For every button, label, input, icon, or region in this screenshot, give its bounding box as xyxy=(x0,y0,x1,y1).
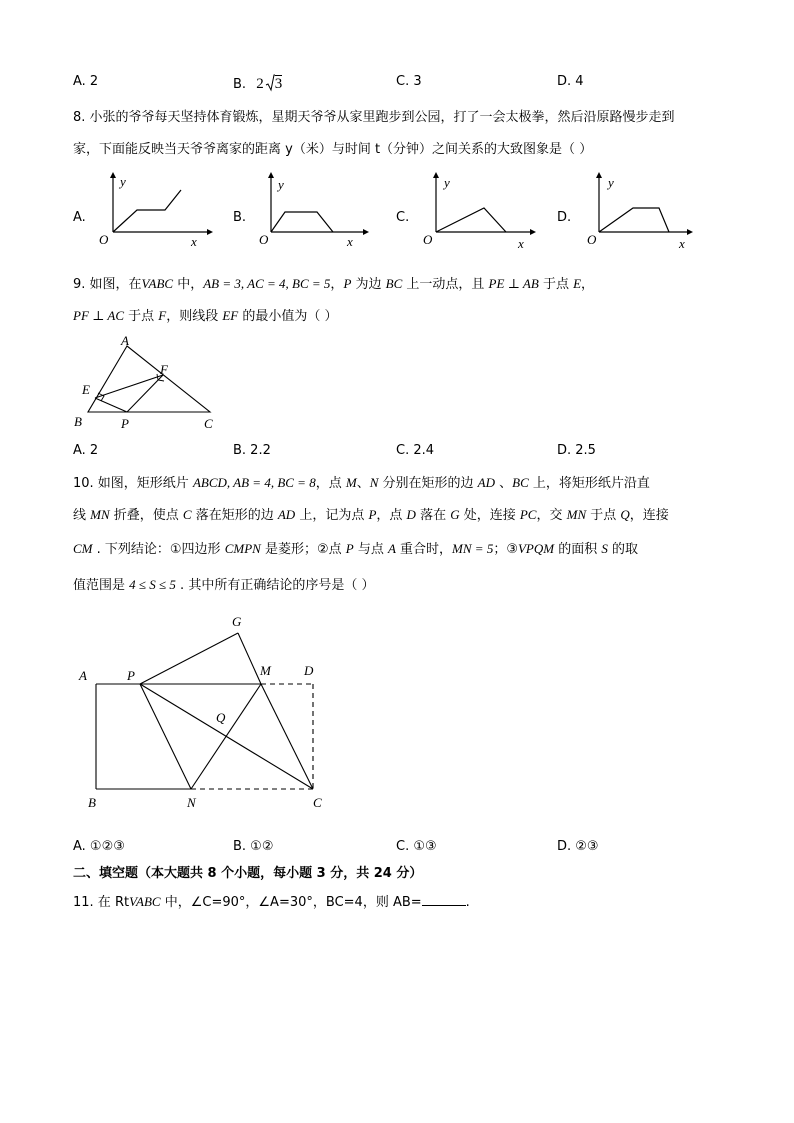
q7-option-a: A. 2 xyxy=(73,74,99,89)
section-2-heading: 二、填空题（本大题共 8 个小题，每小题 3 分，共 24 分） xyxy=(73,866,423,881)
q8-graph-a-x: x xyxy=(191,234,197,249)
q9-figure xyxy=(70,330,230,435)
label-p: P xyxy=(121,416,129,431)
q7-option-b-label: B. xyxy=(233,77,247,92)
triangle-abc xyxy=(88,346,210,412)
label-c: C xyxy=(204,416,213,431)
q10-line-3: CM . 下列结论：①四边形 CMPN 是菱形；②点 P 与点 A 重合时，MN = 5；③VPQM 的面积 S 的取 xyxy=(73,541,638,557)
q8-graph-b-curve xyxy=(271,212,333,232)
segment-gm xyxy=(238,633,261,684)
q10-line-2: 线 MN 折叠，使点 C 落在矩形的边 AD 上，记为点 P，点 D 落在 G 处，连接 PC，交 MN 于点 Q，连接 xyxy=(73,507,669,523)
q8-graph-b xyxy=(255,172,375,252)
q8-graph-c-y: y xyxy=(444,175,450,190)
q8-line-2: 家，下面能反映当天爷爷离家的距离 y（米）与时间 t（分钟）之间关系的大致图象是（ ） xyxy=(73,142,593,157)
label-n: N xyxy=(187,795,196,810)
q8-graph-b-o: O xyxy=(259,232,269,247)
label-c: C xyxy=(313,795,322,810)
segment-pe xyxy=(95,398,127,412)
q8-line-1: 8. 小张的爷爷每天坚持体育锻炼，星期天爷爷从家里跑步到公园，打了一会太极拳，然后沿原路慢步走到 xyxy=(73,110,675,125)
q8-graph-c xyxy=(420,172,540,252)
q7-option-b xyxy=(233,74,282,93)
q9-option-c: C. 2.4 xyxy=(396,443,435,458)
answer-blank[interactable] xyxy=(422,893,466,906)
q8-graph-b-x: x xyxy=(347,234,353,249)
q8-graph-c-curve xyxy=(436,208,506,232)
q9-option-d: D. 2.5 xyxy=(557,443,596,458)
q7-option-c: C. 3 xyxy=(396,74,422,89)
q7-option-b-radicand: 3 xyxy=(274,76,283,92)
label-a: A xyxy=(121,333,129,348)
q8-graph-a-curve xyxy=(113,190,181,232)
q11-text: 11. 在 RtVABC 中，∠C=90°，∠A=30°，BC=4，则 AB= . xyxy=(73,894,470,910)
q9-line-1: 9. 如图，在VABC 中，AB = 3, AC = 4, BC = 5，P 为边 BC 上一动点，且 PE ⊥ AB 于点 E， xyxy=(73,276,595,292)
q8-graph-b-label: B. xyxy=(233,210,247,225)
sqrt-symbol xyxy=(265,74,275,92)
q9-line-2: PF ⊥ AC 于点 F，则线段 EF 的最小值为（ ） xyxy=(73,308,338,324)
q8-graph-d-x: x xyxy=(679,236,685,251)
q8-graph-c-x: x xyxy=(518,236,524,251)
q10-figure xyxy=(70,608,340,820)
q8-graph-d-y: y xyxy=(608,175,614,190)
label-b: B xyxy=(88,795,96,810)
q10-option-a: A. ①②③ xyxy=(73,839,125,854)
q9-option-b: B. 2.2 xyxy=(233,443,271,458)
q8-graph-c-o: O xyxy=(423,232,433,247)
label-p: P xyxy=(127,668,135,683)
q8-graph-c-label: C. xyxy=(396,210,410,225)
q10-option-d: D. ②③ xyxy=(557,839,599,854)
label-d: D xyxy=(304,663,314,678)
label-e: E xyxy=(82,382,90,397)
q8-graph-a-y: y xyxy=(120,174,126,189)
q10-option-c: C. ①③ xyxy=(396,839,437,854)
label-q: Q xyxy=(216,710,226,725)
segment-pg xyxy=(140,633,238,684)
q8-graph-a-o: O xyxy=(99,232,109,247)
label-g: G xyxy=(232,614,242,629)
q8-graph-b-y: y xyxy=(278,177,284,192)
label-m: M xyxy=(260,663,271,678)
label-b: B xyxy=(74,414,82,429)
q8-graph-a xyxy=(95,172,215,252)
q8-graph-d xyxy=(583,172,703,252)
q8-graph-a-label: A. xyxy=(73,210,86,225)
q8-graph-d-label: D. xyxy=(557,210,572,225)
label-f: F xyxy=(160,362,168,377)
q7-option-d: D. 4 xyxy=(557,74,584,89)
q9-option-a: A. 2 xyxy=(73,443,99,458)
segment-ef xyxy=(95,375,163,398)
q7-option-b-coef: 2 xyxy=(256,76,264,92)
q8-graph-d-o: O xyxy=(587,232,597,247)
label-a: A xyxy=(79,668,87,683)
q8-graph-d-curve xyxy=(599,208,669,232)
q10-line-4: 值范围是 4 ≤ S ≤ 5 . 其中所有正确结论的序号是（ ） xyxy=(73,577,375,593)
q10-line-1: 10. 如图，矩形纸片 ABCD, AB = 4, BC = 8，点 M、N 分别在矩形的边 AD 、BC 上，将矩形纸片沿直 xyxy=(73,475,650,491)
q10-option-b: B. ①② xyxy=(233,839,274,854)
